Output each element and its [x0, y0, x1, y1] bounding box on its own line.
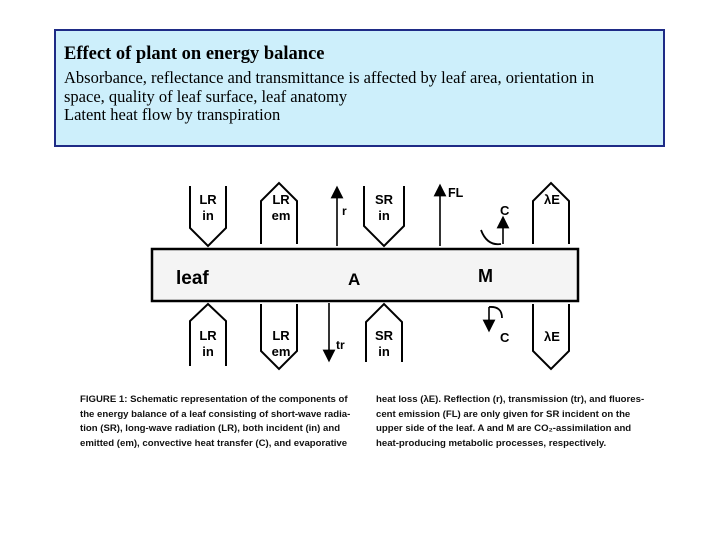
body-line-1: Absorbance, reflectance and transmittance is affected by leaf area, orientation in [64, 68, 595, 87]
reflection-label: r [342, 204, 347, 218]
caption-left-line-1: FIGURE 1: Schematic representation of the components of [80, 394, 348, 405]
body-line-3: Latent heat flow by transpiration [64, 105, 281, 124]
caption-left-line-2: the energy balance of a leaf consisting of short-wave radia- [80, 408, 351, 420]
evaporation-top-label: λE [544, 192, 560, 207]
body-line-2: space, quality of leaf surface, leaf anatomy [64, 86, 348, 106]
caption-left-line-4: emitted (em), convective heat transfer (C), and evaporative [80, 437, 348, 449]
lr-em-top-label-1: LR [272, 192, 290, 207]
caption-right-line-1: heat loss (λE). Reflection (r), transmission (tr), and fluores- [376, 394, 645, 405]
metabolism-label: M [478, 266, 493, 286]
slide-title: Effect of plant on energy balance [64, 44, 325, 64]
convection-bottom-curve [489, 307, 502, 318]
figure-caption-left [80, 393, 350, 451]
convection-top-curve [481, 230, 501, 244]
leaf-bar [152, 249, 578, 301]
lr-in-top-label-2: in [202, 208, 214, 223]
lr-em-bottom-label-1: LR [272, 328, 290, 343]
figure-caption-right [376, 393, 644, 451]
convection-top-label: C [500, 203, 510, 218]
sr-in-top-label-1: SR [374, 192, 394, 207]
lr-in-bottom-label-2: in [202, 344, 214, 359]
caption-right-line-2: cent emission (FL) are only given for SR incident on the [376, 408, 631, 420]
fluorescence-label: FL [448, 186, 464, 200]
sr-in-top-label-2: in [378, 208, 390, 223]
assimilation-label: A [348, 270, 361, 289]
caption-right-line-4: heat-producing metabolic processes, respectively. [376, 437, 607, 449]
leaf-label: leaf [176, 268, 209, 289]
caption-left-line-3: tion (SR), long-wave radiation (LR), both incident (in) and [80, 423, 341, 434]
evaporation-bottom-label: λE [544, 329, 560, 344]
convection-bottom-label: C [500, 330, 510, 345]
lr-em-bottom-label-2: em [271, 344, 291, 359]
caption-right-line-3: upper side of the leaf. A and M are CO₂-assimilation and [376, 423, 632, 434]
transmission-label: tr [336, 338, 345, 352]
lr-in-bottom-label-1: LR [199, 328, 217, 343]
lr-em-top-label-2: em [271, 208, 291, 223]
sr-in-bottom-label-2: in [378, 344, 390, 359]
lr-in-top-label-1: LR [199, 192, 217, 207]
sr-in-bottom-label-1: SR [374, 328, 394, 343]
